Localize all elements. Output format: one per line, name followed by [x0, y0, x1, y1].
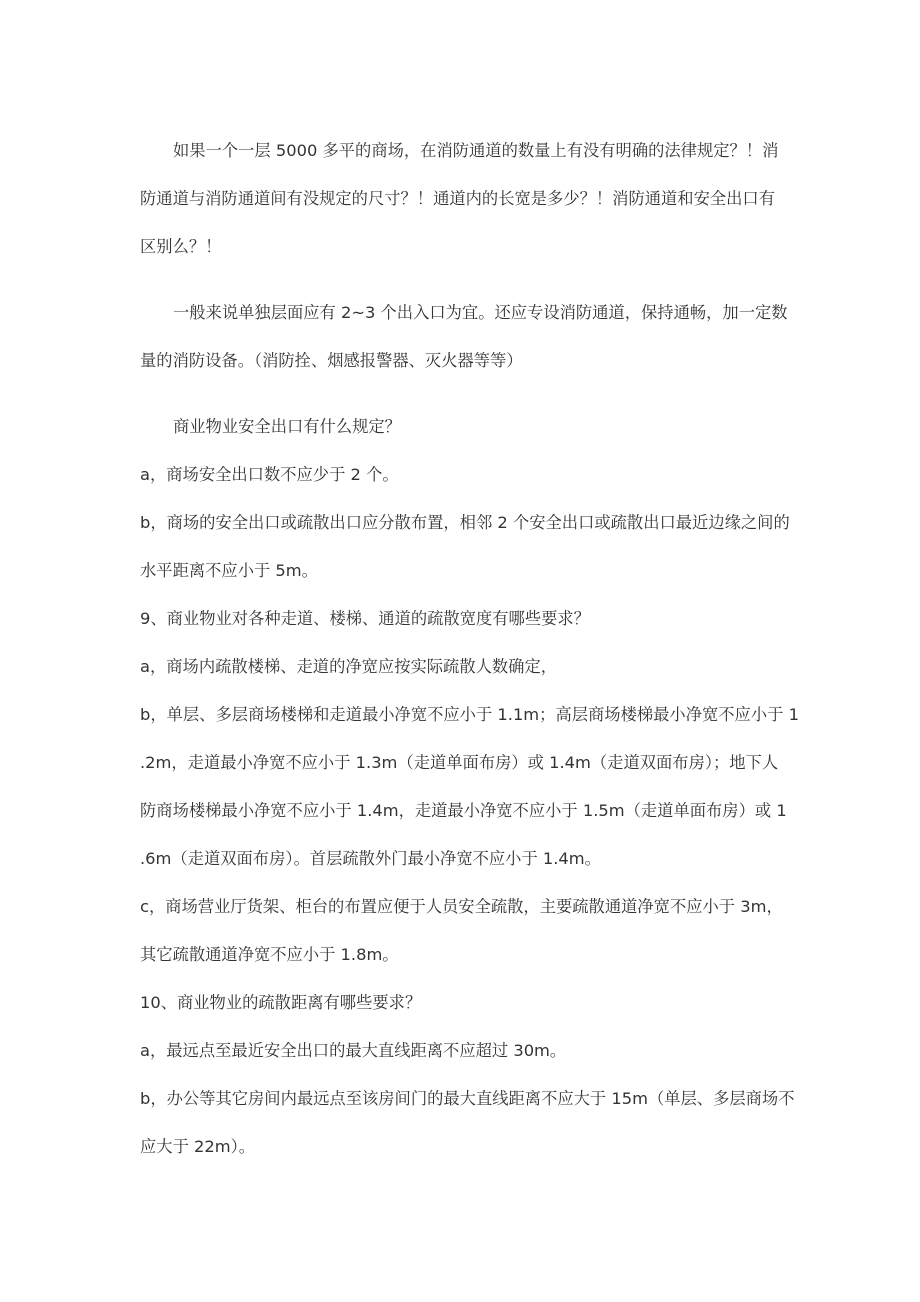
text-line: 一般来说单独层面应有 2~3 个出入口为宜。还应专设消防通道，保持通畅，加一定数	[173, 303, 788, 322]
text-line: 水平距离不应小于 5m。	[140, 561, 318, 580]
text-line: .6m（走道双面布房）。首层疏散外门最小净宽不应小于 1.4m。	[140, 849, 601, 868]
document-content	[140, 127, 799, 1171]
text-line: a，最远点至最近安全出口的最大直线距离不应超过 30m。	[140, 1041, 567, 1060]
text-line: a，商场内疏散楼梯、走道的净宽应按实际疏散人数确定，	[140, 657, 558, 676]
paragraph	[140, 451, 788, 499]
text-line: a，商场安全出口数不应少于 2 个。	[140, 465, 399, 484]
text-line: b，商场的安全出口或疏散出口应分散布置，相邻 2 个安全出口或疏散出口最近边缘之间的	[140, 513, 790, 532]
paragraph	[140, 499, 788, 595]
text-line: 其它疏散通道净宽不应小于 1.8m。	[140, 945, 399, 964]
paragraph	[140, 643, 788, 691]
paragraph	[140, 595, 788, 643]
text-line: c，商场营业厅货架、柜台的布置应便于人员安全疏散，主要疏散通道净宽不应小于 3m，	[140, 897, 783, 916]
paragraph	[140, 127, 788, 271]
paragraph	[140, 883, 788, 979]
text-line: 区别么？！	[140, 237, 222, 256]
text-line: 商业物业安全出口有什么规定？	[173, 417, 401, 436]
paragraph	[140, 979, 788, 1027]
text-line: 量的消防设备。（消防拴、烟感报警器、灭火器等等）	[140, 351, 523, 370]
paragraph	[140, 1027, 788, 1075]
paragraph	[140, 691, 799, 883]
text-line: 如果一个一层 5000 多平的商场，在消防通道的数量上有没有明确的法律规定？！消	[173, 141, 779, 160]
text-line: b，办公等其它房间内最远点至该房间门的最大直线距离不应大于 15m（单层、多层商场不	[140, 1089, 795, 1108]
text-line: 10、商业物业的疏散距离有哪些要求？	[140, 993, 422, 1012]
text-line: 应大于 22m）。	[140, 1137, 256, 1156]
text-line: 防通道与消防通道间有没规定的尺寸？！通道内的长宽是多少？！消防通道和安全出口有	[140, 189, 775, 208]
text-line: .2m，走道最小净宽不应小于 1.3m（走道单面布房）或 1.4m（走道双面布房）；地下人	[140, 753, 779, 772]
text-line: 防商场楼梯最小净宽不应小于 1.4m，走道最小净宽不应小于 1.5m（走道单面布房）或 1	[140, 801, 787, 820]
paragraph	[140, 403, 788, 451]
text-line: b，单层、多层商场楼梯和走道最小净宽不应小于 1.1m；高层商场楼梯最小净宽不应小于 1	[140, 705, 799, 724]
text-line: 9、商业物业对各种走道、楼梯、通道的疏散宽度有哪些要求？	[140, 609, 590, 628]
paragraph	[140, 289, 788, 385]
paragraph	[140, 1075, 795, 1171]
